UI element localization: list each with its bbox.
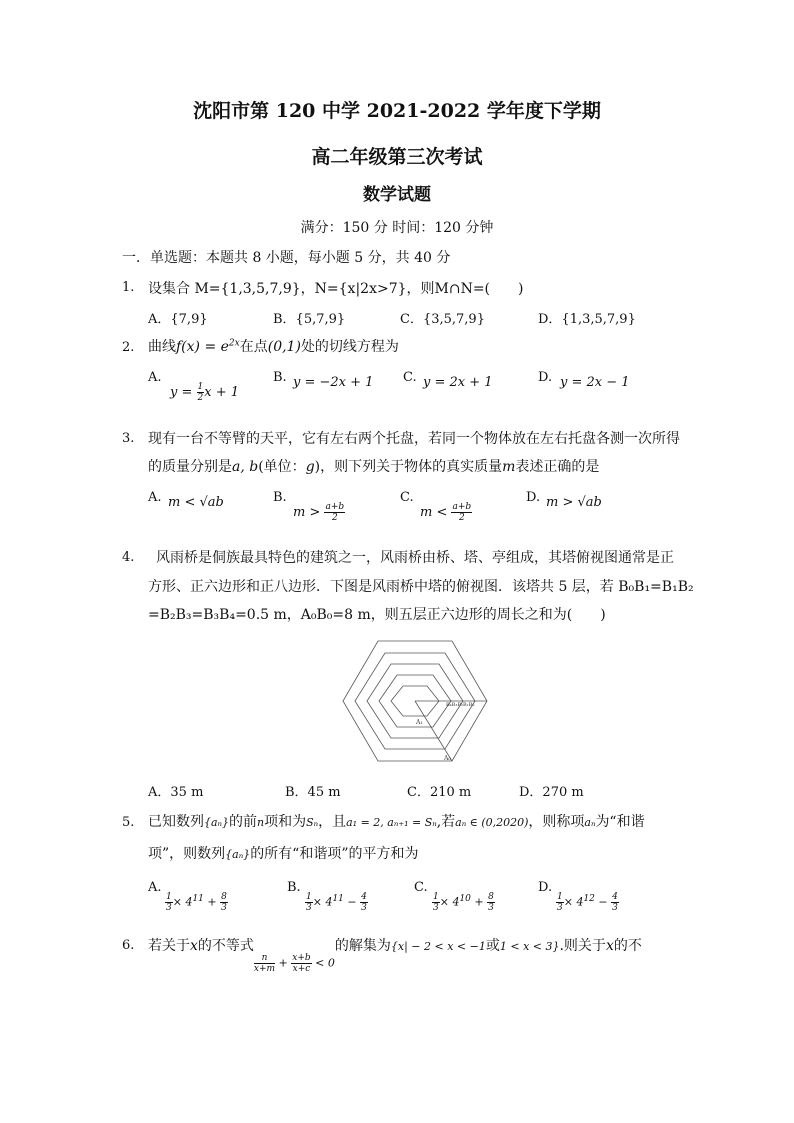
denominator: 3 bbox=[361, 903, 367, 913]
question-6-text bbox=[148, 935, 642, 974]
question-number: 1. bbox=[122, 280, 135, 295]
question-number: 6. bbox=[122, 938, 135, 953]
math-function: f(x) = e bbox=[176, 339, 229, 355]
math: x + 1 bbox=[204, 385, 240, 400]
math: < 0 bbox=[311, 956, 335, 969]
denominator: x+m bbox=[253, 963, 276, 974]
option-c: y = 2x + 1 bbox=[423, 375, 493, 390]
option-a bbox=[165, 892, 228, 913]
option-a-label: A. bbox=[148, 370, 162, 385]
numerator: 1 bbox=[306, 892, 312, 902]
text-fragment: )，则下列关于物体的真实质量 bbox=[314, 459, 503, 475]
math: {aₙ} bbox=[225, 848, 251, 861]
math: m < bbox=[420, 505, 452, 520]
denominator: 3 bbox=[557, 903, 563, 913]
math: − bbox=[343, 895, 361, 909]
denominator: x+c bbox=[292, 963, 311, 974]
option-b-label: B. bbox=[273, 490, 287, 505]
math: g bbox=[305, 459, 315, 475]
question-number: 4. bbox=[122, 550, 135, 565]
math: n bbox=[257, 816, 265, 829]
option-a: A．{7,9} bbox=[148, 312, 208, 327]
text-fragment: 已知数列 bbox=[148, 814, 204, 830]
numerator: 1 bbox=[557, 892, 563, 902]
math: + bbox=[203, 895, 221, 909]
option-b bbox=[293, 502, 345, 523]
question-2-text bbox=[148, 336, 399, 356]
numerator: 4 bbox=[612, 892, 618, 902]
denominator: 3 bbox=[488, 903, 494, 913]
numerator: n bbox=[254, 953, 275, 964]
text-fragment: 若关于 bbox=[148, 938, 190, 954]
option-d-label: D. bbox=[538, 880, 553, 895]
math: + bbox=[470, 895, 488, 909]
apothem-line bbox=[415, 701, 452, 761]
label-b-points: B₄B₃B₂B₁B₀ bbox=[446, 702, 475, 708]
text-fragment: .则关于 bbox=[559, 938, 606, 954]
numerator: 8 bbox=[221, 892, 227, 902]
math: a, b bbox=[232, 459, 259, 475]
exam-title-school: 沈阳市第 120 中学 2021-2022 学年度下学期 bbox=[193, 100, 601, 122]
numerator: 1 bbox=[433, 892, 439, 902]
exponent: 11 bbox=[192, 893, 204, 904]
denominator: 2 bbox=[458, 513, 465, 523]
denominator: 3 bbox=[433, 903, 439, 913]
fraction bbox=[291, 953, 311, 974]
text-fragment: 为“和谐 bbox=[595, 814, 645, 830]
math: m > bbox=[293, 505, 325, 520]
text-fragment: ，则称项 bbox=[528, 814, 585, 830]
option-b: B．{5,7,9} bbox=[273, 312, 346, 327]
section-heading: 一．单选题：本题共 8 小题，每小题 5 分，共 40 分 bbox=[122, 250, 451, 266]
option-b: y = −2x + 1 bbox=[293, 375, 374, 390]
denominator: 3 bbox=[166, 903, 172, 913]
math: × 4 bbox=[439, 895, 460, 909]
math-exponent: 2x bbox=[228, 338, 240, 349]
numerator: x+b bbox=[292, 952, 311, 963]
math: x bbox=[605, 938, 614, 954]
text-fragment: 项”，则数列 bbox=[148, 846, 226, 862]
math: 1 < x < 3} bbox=[499, 940, 560, 953]
option-d-label: D. bbox=[538, 370, 553, 385]
text-fragment: 的所有“和谐项”的平方和为 bbox=[250, 846, 419, 862]
option-b-label: B. bbox=[287, 880, 301, 895]
numerator: 4 bbox=[361, 892, 367, 902]
pagoda-hexagon-figure bbox=[340, 638, 490, 768]
denominator: 3 bbox=[221, 903, 227, 913]
denominator: 2 bbox=[331, 513, 338, 523]
math: × 4 bbox=[312, 895, 333, 909]
fraction bbox=[324, 502, 345, 523]
math: y = bbox=[170, 385, 197, 400]
option-a-label: A. bbox=[148, 490, 162, 505]
math: Sₙ bbox=[306, 816, 319, 829]
math: m bbox=[502, 459, 516, 475]
math: {aₙ} bbox=[204, 816, 230, 829]
text-fragment: 在点 bbox=[239, 339, 268, 355]
option-a-label: A. bbox=[148, 880, 162, 895]
option-c bbox=[420, 502, 472, 523]
text-fragment: 的不等式 bbox=[197, 938, 254, 954]
option-b-label: B. bbox=[273, 370, 287, 385]
denominator: 2 bbox=[197, 393, 204, 403]
option-d: m > √ab bbox=[546, 495, 602, 510]
math: x bbox=[190, 938, 198, 954]
math: − bbox=[594, 895, 612, 909]
question-number: 5. bbox=[122, 815, 135, 830]
numerator: a+b bbox=[452, 502, 472, 512]
math: {x| − 2 < x < −1 bbox=[390, 940, 486, 953]
question-5-line2 bbox=[148, 843, 419, 863]
option-c bbox=[432, 892, 495, 913]
option-d: y = 2x − 1 bbox=[560, 375, 630, 390]
question-3-line1: 现有一台不等臂的天平，它有左右两个托盘，若同一个物体放在左右托盘各测一次所得 bbox=[148, 431, 680, 447]
text-fragment: 表述正确的是 bbox=[515, 459, 600, 475]
math-point: (0,1) bbox=[267, 339, 301, 355]
numerator: 1 bbox=[166, 892, 172, 902]
label-a0: A₀ bbox=[444, 755, 451, 762]
fraction bbox=[220, 892, 228, 913]
math: × 4 bbox=[172, 895, 193, 909]
question-5-line1 bbox=[148, 811, 645, 831]
option-d: D．270 m bbox=[519, 785, 584, 800]
question-4-line1: 风雨桥是侗族最具特色的建筑之一，风雨桥由桥、塔、亭组成，其塔俯视图通常是正 bbox=[156, 550, 674, 566]
inequality-expression bbox=[254, 953, 335, 974]
text-fragment: ，且 bbox=[318, 814, 347, 830]
fraction bbox=[451, 502, 472, 523]
text-fragment: 的解集为 bbox=[334, 938, 391, 954]
text-fragment: 的质量分别是 bbox=[148, 459, 232, 475]
option-a bbox=[170, 382, 239, 403]
math: × 4 bbox=[563, 895, 584, 909]
exam-title-subject: 数学试题 bbox=[363, 185, 431, 205]
option-d: D．{1,3,5,7,9} bbox=[538, 312, 636, 327]
numerator: 8 bbox=[488, 892, 494, 902]
text-fragment: 的前 bbox=[229, 814, 258, 830]
numerator: 1 bbox=[197, 382, 204, 392]
option-c: C．{3,5,7,9} bbox=[400, 312, 485, 327]
text-fragment: 曲线 bbox=[148, 339, 176, 355]
option-a: A．35 m bbox=[148, 785, 204, 800]
exam-title-grade: 高二年级第三次考试 bbox=[311, 146, 483, 168]
option-b: B．45 m bbox=[285, 785, 341, 800]
math: a₁ = 2, aₙ₊₁ = Sₙ bbox=[346, 816, 437, 829]
text-fragment: 或 bbox=[485, 938, 500, 954]
text-fragment: 的不 bbox=[613, 938, 642, 954]
exponent: 10 bbox=[459, 893, 471, 904]
question-number: 3. bbox=[122, 431, 135, 446]
question-4-line3: =B₂B₃=B₃B₄=0.5 m，A₀B₀=8 m，则五层正六边形的周长之和为( ) bbox=[148, 607, 606, 623]
option-c: C．210 m bbox=[407, 785, 472, 800]
exam-meta: 满分：150 分 时间：120 分钟 bbox=[300, 220, 494, 236]
question-1-text: 设集合 M={1,3,5,7,9}，N={x|2x>7}，则M∩N=( ) bbox=[148, 281, 524, 297]
text-fragment: 项和为 bbox=[264, 814, 307, 830]
fraction bbox=[165, 892, 173, 913]
exponent: 12 bbox=[583, 893, 595, 904]
exponent: 11 bbox=[332, 893, 344, 904]
option-c-label: C. bbox=[414, 880, 428, 895]
option-c-label: C. bbox=[400, 490, 414, 505]
text-fragment: 处的切线方程为 bbox=[300, 339, 399, 355]
math: aₙ ∈ (0,2020) bbox=[455, 816, 529, 829]
fraction bbox=[360, 892, 368, 913]
text-fragment: (单位： bbox=[258, 459, 306, 475]
question-number: 2. bbox=[122, 340, 135, 355]
denominator: 3 bbox=[612, 903, 618, 913]
question-3-line2 bbox=[148, 456, 599, 476]
label-a1: A₁ bbox=[416, 719, 423, 726]
fraction bbox=[254, 953, 275, 974]
option-d-label: D. bbox=[526, 490, 541, 505]
fraction bbox=[611, 892, 619, 913]
option-a: m < √ab bbox=[168, 495, 224, 510]
denominator: 3 bbox=[306, 903, 312, 913]
math: + bbox=[275, 956, 292, 969]
fraction bbox=[487, 892, 495, 913]
option-c-label: C. bbox=[403, 370, 417, 385]
math: aₙ bbox=[584, 816, 596, 829]
text-fragment: ,若 bbox=[436, 814, 456, 830]
question-4-line2: 方形、正六边形和正八边形．下图是风雨桥中塔的俯视图．该塔共 5 层，若 B₀B₁=B₁B₂ bbox=[148, 579, 694, 595]
fraction bbox=[432, 892, 440, 913]
fraction bbox=[305, 892, 313, 913]
numerator: a+b bbox=[325, 502, 345, 512]
fraction bbox=[556, 892, 564, 913]
option-b bbox=[305, 892, 368, 913]
option-d bbox=[556, 892, 619, 913]
